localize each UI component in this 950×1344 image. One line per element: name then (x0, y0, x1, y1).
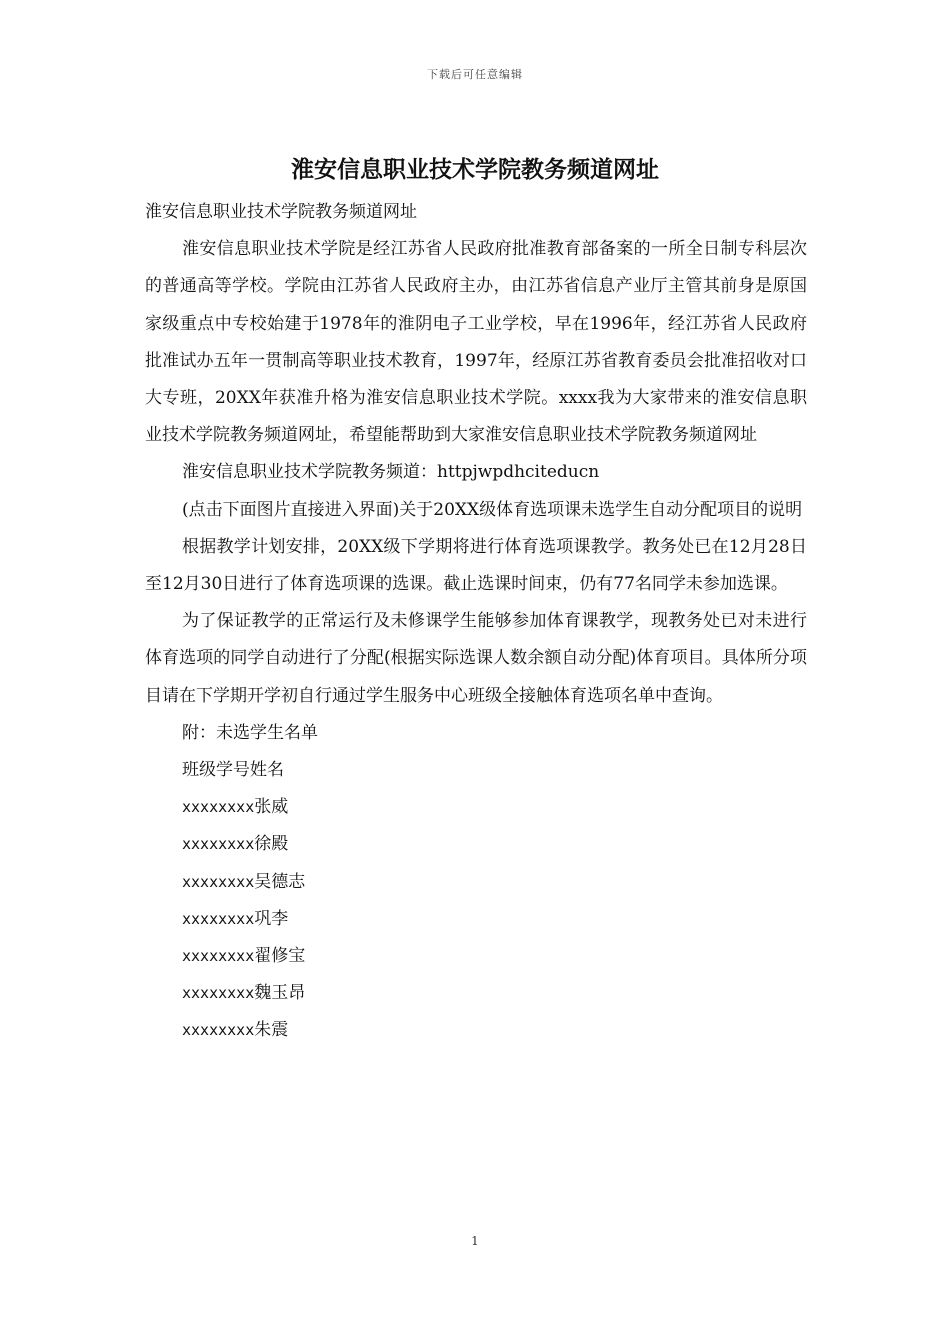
student-id: xxxxxxxx (182, 947, 255, 966)
student-id: xxxxxxxx (182, 872, 255, 891)
channel-url-paragraph: 淮安信息职业技术学院教务频道：httpjwpdhciteducn (182, 462, 600, 483)
student-id: xxxxxxxx (182, 1021, 255, 1040)
list-item (145, 938, 807, 975)
student-name: 魏玉昂 (254, 983, 306, 1004)
student-name: 巩李 (254, 908, 289, 929)
student-id: xxxxxxxx (182, 835, 255, 854)
student-name: 吴德志 (254, 871, 306, 892)
notice-title-paragraph: (点击下面图片直接进入界面)关于20XX级体育选项课未选学生自动分配项目的说明 (182, 499, 803, 520)
subtitle-line: 淮安信息职业技术学院教务频道网址 (145, 202, 417, 222)
list-item (145, 864, 807, 901)
student-name: 翟修宝 (254, 946, 306, 967)
student-id: xxxxxxxx (182, 909, 255, 928)
assign-paragraph: 为了保证教学的正常运行及未修课学生能够参加体育课教学，现教务处已对未进行体育选项的同学自动进行了分配(根据实际选课人数余额自动分配)体育项目。具体所分项目请在下学期开学初自行通过学生服务中心班级全接触体育选项名单中查询。 (145, 611, 807, 706)
student-id: xxxxxxxx (182, 798, 255, 817)
student-name: 张威 (254, 797, 289, 818)
list-header: 班级学号姓名 (182, 760, 284, 781)
student-name: 朱震 (254, 1020, 289, 1041)
student-list (145, 789, 807, 1049)
header-note: 下载后可任意编辑 (427, 68, 523, 81)
list-item (145, 1012, 807, 1049)
attachment-line: 附：未选学生名单 (182, 722, 318, 743)
page-number: 1 (471, 1234, 479, 1248)
list-item (145, 901, 807, 938)
list-item (145, 789, 807, 826)
student-name: 徐殿 (254, 834, 289, 855)
intro-paragraph: 淮安信息职业技术学院是经江苏省人民政府批准教育部备案的一所全日制专科层次的普通高等学校。学院由江苏省人民政府主办，由江苏省信息产业厅主管其前身是原国家级重点中专校始建于1978年的淮阴电子工业学校，早在1996年，经江苏省人民政府批准试办五年一贯制高等职业技术教育，1997年，经原江苏省教育委员会批准招收对口大专班，20XX年获准升格为淮安信息职业技术学院。xxxx我为大家带来的淮安信息职业技术学院教务频道网址，希望能帮助到大家淮安信息职业技术学院教务频道网址 (145, 239, 807, 446)
list-item (145, 826, 807, 863)
student-id: xxxxxxxx (182, 984, 255, 1003)
document-title: 淮安信息职业技术学院教务频道网址 (291, 156, 659, 183)
plan-paragraph: 根据教学计划安排，20XX级下学期将进行体育选项课教学。教务处已在12月28日至12月30日进行了体育选项课的选课。截止选课时间束，仍有77名同学未参加选课。 (145, 536, 807, 595)
list-item (145, 975, 807, 1012)
document-body (145, 194, 807, 1050)
